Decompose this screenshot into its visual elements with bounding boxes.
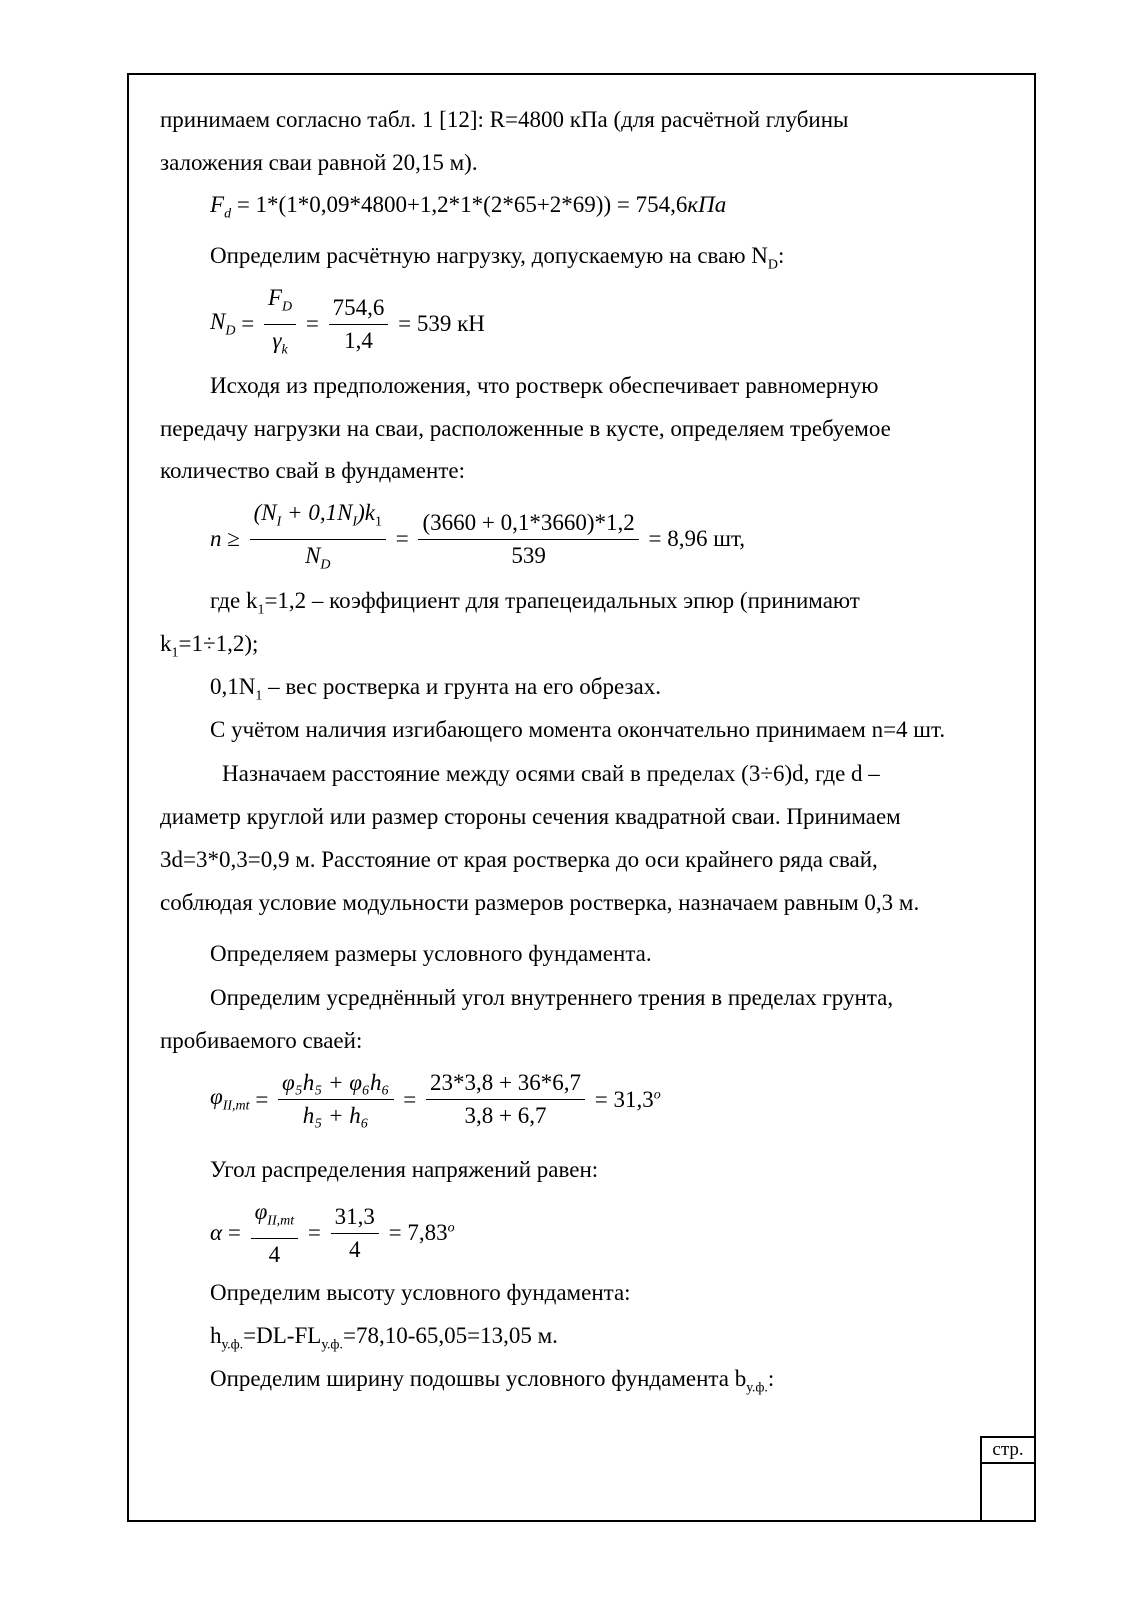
- text-line: соблюдая условие модульности размеров ростверка, назначаем равным 0,3 м.: [160, 890, 920, 915]
- text-line: Определим высоту условного фундамента:: [210, 1280, 631, 1305]
- text-line: заложения сваи равной 20,15 м).: [160, 150, 478, 175]
- text-line: диаметр круглой или размер стороны сечения квадратной сваи. Принимаем: [160, 804, 901, 829]
- text-line: Определяем размеры условного фундамента.: [210, 941, 652, 966]
- text-line: Определим усреднённый угол внутреннего трения в пределах грунта,: [210, 985, 894, 1010]
- text-line: Определим расчётную нагрузку, допускаемую на сваю $N_D$:: [210, 243, 785, 273]
- text-line: Исходя из предположения, что ростверк обеспечивает равномерную: [210, 373, 879, 398]
- text-line: Назначаем расстояние между осями свай в пределах (3÷6)d, где d –: [222, 761, 880, 786]
- text-line: количество свай в фундаменте:: [160, 458, 465, 483]
- formula-fd: $F_d = 1*(1*0,09*4800+1,2*1*(2*65+2*69)) = 754,6кПа$: [210, 192, 727, 222]
- text-line: пробиваемого сваей:: [160, 1028, 363, 1053]
- formula-phi: $\varphi_{II,mt}$ = $\frac{\text{φ₅h₅ + φ₆h₆}}{\text{h₅ + h₆}}$ = $\frac{23*3,8 + 36*6,7}{3,8 + 6,7}$ = $31,3^o$: [210, 1070, 661, 1128]
- text-line: 3d=3*0,3=0,9 м. Расстояние от края ростверка до оси крайнего ряда свай,: [160, 847, 878, 872]
- page-label: стр.: [982, 1438, 1034, 1464]
- text-line: Определим ширину подошвы условного фундамента $b_{у.ф.}$:: [210, 1366, 775, 1396]
- formula-alpha: α = $\frac{\varphi_{II,mt}}{4}$ = $\frac{31,3}{4}$ = $7,83^o$: [210, 1199, 455, 1267]
- formula-n: n ≥ $\frac{(N_I + 0,1N_I)k_1}{N_D}$ = $\frac{(3660 + 0,1*3660)*1,2}{539}$ = 8,96 шт,: [210, 500, 746, 573]
- text-line: $k_1=1\div 1,2$);: [160, 631, 259, 661]
- page-number-stamp: [980, 1436, 1034, 1520]
- text-line: принимаем согласно табл. 1 [12]: R=4800 кПа (для расчётной глубины: [160, 107, 849, 132]
- text-line: Угол распределения напряжений равен:: [210, 1157, 599, 1182]
- formula-nd: $N_D$ = $\frac{F_D}{\gamma_k}$ = $\frac{754,6}{1,4}$ = 539 кН: [210, 285, 485, 358]
- text-line: С учётом наличия изгибающего момента окончательно принимаем n=4 шт.: [210, 717, 946, 742]
- text-line: где $k_1=1,2$ – коэффициент для трапецеидальных эпюр (принимают: [210, 588, 860, 618]
- text-line: передачу нагрузки на сваи, расположенные в кусте, определяем требуемое: [160, 416, 891, 441]
- text-line: $h_{у.ф.}=DL-FL_{у.ф.}=78,10-65,05=13,05$ м.: [210, 1323, 558, 1353]
- text-line: $0,1N_1$ – вес ростверка и грунта на его обрезах.: [210, 674, 662, 704]
